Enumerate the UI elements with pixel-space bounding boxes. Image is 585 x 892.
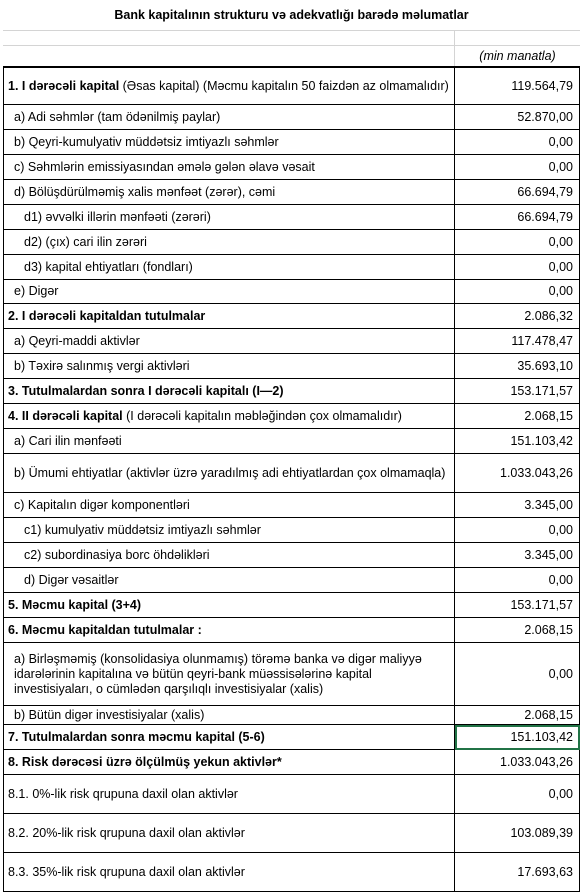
row-value-cell[interactable]: 0,00 [455, 280, 580, 304]
row-label-bold: 1. I dərəcəli kapital [8, 78, 120, 93]
row-label: 8.2. 20%-lik risk qrupuna daxil olan aktivlər [8, 825, 245, 840]
row-value-cell[interactable]: 153.171,57 [455, 379, 580, 404]
row-label-cell[interactable] [4, 593, 455, 618]
row-label-cell[interactable] [4, 454, 455, 493]
row-label-cell[interactable] [4, 379, 455, 404]
row-value-cell[interactable]: 2.068,15 [455, 618, 580, 643]
table-row [4, 105, 580, 130]
row-label-cell[interactable] [4, 518, 455, 543]
table-row [4, 130, 580, 155]
table-row [4, 304, 580, 329]
table-row [4, 814, 580, 853]
row-value-cell[interactable]: 153.171,57 [455, 593, 580, 618]
row-value-cell[interactable]: 35.693,10 [455, 354, 580, 379]
row-label: 8.1. 0%-lik risk qrupuna daxil olan aktivlər [8, 786, 238, 801]
row-label: a) Adi səhmlər (tam ödənilmiş paylar) [14, 109, 221, 124]
row-label: a) Cari ilin mənfəəti [14, 433, 122, 448]
row-value-cell[interactable]: 0,00 [455, 155, 580, 180]
row-label-cell[interactable] [4, 643, 455, 706]
row-label: (Əsas kapital) (Məcmu kapitalın 50 faizdən az olmamalıdır) [119, 78, 449, 93]
row-label-cell[interactable] [4, 543, 455, 568]
table-row [4, 493, 580, 518]
row-label: a) Qeyri-maddi aktivlər [14, 333, 140, 348]
row-label-cell[interactable] [4, 304, 455, 329]
table-row [4, 618, 580, 643]
row-value-cell[interactable]: 17.693,63 [455, 853, 580, 892]
row-value-cell[interactable]: 52.870,00 [455, 105, 580, 130]
row-label-cell[interactable] [4, 205, 455, 230]
row-value-cell[interactable]: 117.478,47 [455, 329, 580, 354]
row-label-cell[interactable] [4, 568, 455, 593]
row-label: d) Digər vəsaitlər [24, 572, 119, 587]
row-label-cell[interactable] [4, 853, 455, 892]
table-row [4, 354, 580, 379]
row-label-cell[interactable] [4, 255, 455, 280]
row-label-cell[interactable] [4, 155, 455, 180]
row-label-cell[interactable] [4, 180, 455, 205]
row-label-bold: 4. II dərəcəli kapital [8, 408, 123, 423]
row-label-cell[interactable] [4, 750, 455, 775]
unit-label[interactable]: (min manatla) [479, 49, 556, 63]
table-row [4, 518, 580, 543]
row-label: c) Kapitalın digər komponentləri [14, 497, 190, 512]
table-row [4, 454, 580, 493]
row-label-cell[interactable] [4, 280, 455, 304]
row-label: c1) kumulyativ müddətsiz imtiyazlı səhmlər [24, 522, 261, 537]
sheet-title[interactable]: Bank kapitalının strukturu və adekvatlığı barədə məlumatlar [3, 0, 580, 31]
row-label-bold: 2. I dərəcəli kapitaldan tutulmalar [8, 308, 206, 323]
row-label-cell[interactable] [4, 775, 455, 814]
row-label: d) Bölüşdürülməmiş xalis mənfəət (zərər), cəmi [14, 184, 276, 199]
row-label: d2) (çıx) cari ilin zərəri [24, 234, 147, 249]
row-label: d1) əvvəlki illərin mənfəəti (zərəri) [24, 209, 211, 224]
table-row [4, 155, 580, 180]
row-value-cell[interactable]: 0,00 [455, 518, 580, 543]
table-row [4, 775, 580, 814]
row-value-cell[interactable]: 0,00 [455, 230, 580, 255]
row-label-cell[interactable] [4, 329, 455, 354]
capital-table [3, 67, 580, 892]
table-row [4, 329, 580, 354]
row-value-cell[interactable]: 2.068,15 [455, 706, 580, 725]
row-label: a) Birləşməmiş (konsolidasiya olunmamış) törəmə banka və digər maliyyə idarələrinin kapitalına və bütün qeyri-bank müəssisələrinə kapital investisiyaları, o cümlədən qarşılıqlı investisiyalar (xalis) [14, 651, 422, 696]
row-label: b) Qeyri-kumulyativ müddətsiz imtiyazlı səhmlər [14, 134, 279, 149]
table-row [4, 205, 580, 230]
table-row [4, 68, 580, 105]
unit-row[interactable] [3, 46, 580, 67]
row-value-cell[interactable]: 3.345,00 [455, 493, 580, 518]
row-label-cell[interactable] [4, 404, 455, 429]
row-label-cell[interactable] [4, 68, 455, 105]
table-row [4, 643, 580, 706]
table-row [4, 404, 580, 429]
row-value-cell[interactable]: 66.694,79 [455, 205, 580, 230]
table-row [4, 568, 580, 593]
row-label: d3) kapital ehtiyatları (fondları) [24, 259, 193, 274]
row-label-cell[interactable] [4, 493, 455, 518]
table-row [4, 750, 580, 775]
row-label-bold: 3. Tutulmalardan sonra I dərəcəli kapitalı (I—2) [8, 383, 284, 398]
row-label-cell[interactable] [4, 706, 455, 725]
row-value-cell[interactable]: 151.103,42 [455, 725, 580, 750]
table-row [4, 230, 580, 255]
row-label-bold: 6. Məcmu kapitaldan tutulmalar : [8, 622, 202, 637]
row-label: 8.3. 35%-lik risk qrupuna daxil olan aktivlər [8, 864, 245, 879]
table-row [4, 543, 580, 568]
row-label: (I dərəcəli kapitalın məbləğindən çox olmamalıdır) [122, 408, 402, 423]
row-value-cell[interactable]: 0,00 [455, 568, 580, 593]
row-label: c2) subordinasiya borc öhdəlikləri [24, 547, 210, 562]
row-label-cell[interactable] [4, 354, 455, 379]
row-value-cell[interactable]: 1.033.043,26 [455, 454, 580, 493]
row-label-cell[interactable] [4, 618, 455, 643]
row-label-cell[interactable] [4, 105, 455, 130]
row-value-cell[interactable]: 0,00 [455, 775, 580, 814]
empty-row[interactable] [3, 31, 580, 46]
row-value-cell[interactable]: 66.694,79 [455, 180, 580, 205]
row-label-cell[interactable] [4, 429, 455, 454]
row-label-cell[interactable] [4, 725, 455, 750]
spreadsheet [3, 0, 580, 892]
table-row [4, 379, 580, 404]
row-value-cell[interactable]: 0,00 [455, 130, 580, 155]
row-value-cell[interactable]: 151.103,42 [455, 429, 580, 454]
row-value-cell[interactable]: 119.564,79 [455, 68, 580, 105]
table-row [4, 429, 580, 454]
table-row [4, 280, 580, 304]
row-label-cell[interactable] [4, 230, 455, 255]
row-value-cell[interactable]: 2.086,32 [455, 304, 580, 329]
row-label-cell[interactable] [4, 814, 455, 853]
row-value-cell[interactable]: 1.033.043,26 [455, 750, 580, 775]
table-row [4, 853, 580, 892]
row-label-cell[interactable] [4, 130, 455, 155]
row-label: e) Digər [14, 284, 59, 298]
row-value-cell[interactable]: 0,00 [455, 255, 580, 280]
row-label: b) Bütün digər investisiyalar (xalis) [14, 707, 205, 722]
table-row [4, 180, 580, 205]
row-value-cell[interactable]: 2.068,15 [455, 404, 580, 429]
table-row [4, 593, 580, 618]
row-label-bold: 8. Risk dərəcəsi üzrə ölçülmüş yekun aktivlər* [8, 754, 282, 769]
table-row [4, 725, 580, 750]
row-label: b) Ümumi ehtiyatlar (aktivlər üzrə yaradılmış adi ehtiyatlardan çox olmamaqla) [14, 465, 446, 480]
row-label: b) Təxirə salınmış vergi aktivləri [14, 358, 190, 373]
row-value-cell[interactable]: 0,00 [455, 643, 580, 706]
table-row [4, 255, 580, 280]
row-label-bold: 7. Tutulmalardan sonra məcmu kapital (5-6) [8, 729, 265, 744]
row-value-cell[interactable]: 3.345,00 [455, 543, 580, 568]
row-value-cell[interactable]: 103.089,39 [455, 814, 580, 853]
row-label-bold: 5. Məcmu kapital (3+4) [8, 597, 142, 612]
row-label: c) Səhmlərin emissiyasından əmələ gələn əlavə vəsait [14, 159, 315, 174]
table-row [4, 706, 580, 725]
